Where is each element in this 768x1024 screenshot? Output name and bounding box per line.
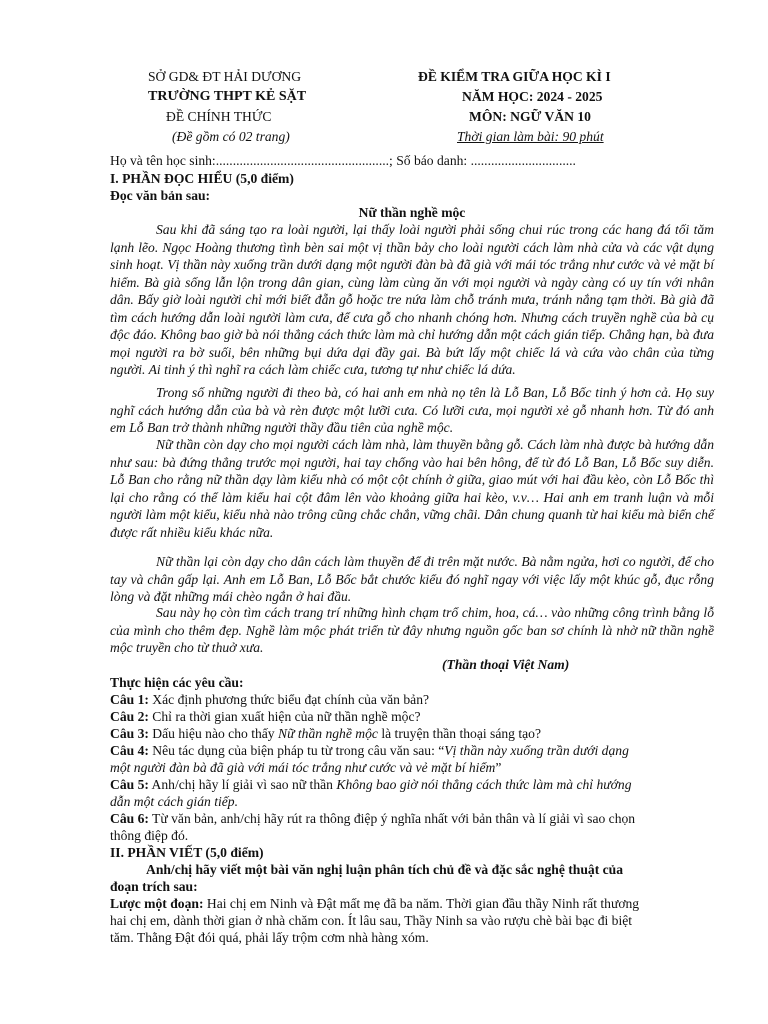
question-3 xyxy=(110,725,541,742)
question-2 xyxy=(110,708,421,725)
time-limit: Thời gian làm bài: 90 phút xyxy=(457,129,604,144)
question-5 xyxy=(110,776,632,793)
paragraph-4-text: Nữ thần lại còn dạy cho dân cách làm thuyền để đi trên mặt nước. Bà nằm ngửa, hơi co người, để cho tay và chân gấp lại. Anh em Lỗ Ban, Lỗ Bốc bắt chước kiểu đó nghĩ ngay với việc lấy một khúc gỗ, đục rỗng lòng và đặt những mái chèo ngắn ở hai đầu. xyxy=(110,554,714,605)
question-1 xyxy=(110,691,429,708)
question-6-label: Câu 6: xyxy=(110,811,149,826)
text-paragraph-5 xyxy=(110,604,714,657)
school-year: NĂM HỌC: 2024 - 2025 xyxy=(462,89,603,104)
question-5-quote-1: Không bao giờ nói thẳng cách thức làm mà chỉ hướng xyxy=(336,777,632,792)
text-source: (Thần thoại Việt Nam) xyxy=(442,657,570,672)
paragraph-2-text: Trong số những người đi theo bà, có hai anh em nhà nọ tên là Lỗ Ban, Lỗ Bốc tinh ý hơn cả. Họ suy nghĩ cách hướng dẫn của bà và rèn được một lưỡi cưa. Có lưỡi cưa, mọi người xẻ gỗ nhanh hơn. Từ đó anh em Lỗ Ban trở thành những người thầy đầu tiên của nghề mộc. xyxy=(110,385,714,436)
part2-heading: II. PHẦN VIẾT (5,0 điểm) xyxy=(110,845,264,860)
question-4-quote-2: một người đàn bà đã già với mái tóc trắng như cước và vẻ mặt bí hiểm xyxy=(110,760,496,775)
question-4-label: Câu 4: xyxy=(110,743,149,758)
question-4-text-b: ” xyxy=(495,760,502,775)
exam-title: ĐỀ KIỂM TRA GIỮA HỌC KÌ I xyxy=(418,69,611,84)
text-paragraph-4 xyxy=(110,553,714,606)
question-6 xyxy=(110,810,635,827)
text-paragraph-1 xyxy=(110,221,714,379)
summary-label: Lược một đoạn: xyxy=(110,896,204,911)
paragraph-1-text: Sau khi đã sáng tạo ra loài người, lại thấy loài người phải sống chui rúc trong các hang đá tối tăm lạnh lẽo. Ngọc Hoàng thương tình bèn sai một vị thần bảy cho loài người cách làm nhà cửa và các vật dụng sinh hoạt. Vị thần này xuống trần dưới dạng một người đàn bà đã già với mái tóc trắng như cước và vẻ mặt bí hiểm. Bà già sống lẫn lộn trong dân gian, cùng làm cùng ăn với mọi người và ngày càng có uy tín với nhân dân. Bấy giờ loài người chỉ mới biết đẵn gỗ hoặc tre nứa làm chỗ tránh mưa, tránh nắng tạm thời. Bà già đã tìm cách hướng dẫn loài người làm cưa, để cưa gỗ cho nhanh chóng hơn. Nhưng cách truyền nghề của bà cụ độc đáo. Không bao giờ bà nói thẳng cách thức làm mà chỉ hướng dẫn một cách gián tiếp. Chẳng hạn, bà đưa mọi người ra bờ suối, bên những bụi dứa dại đầy gai. Bà bứt lấy một chiếc lá và cứa vào chân của từng người. Ai tinh ý thì nghĩ ra cách làm chiếc cưa, tương tự như chiếc lá dứa. xyxy=(110,222,714,378)
question-5-text-a: Anh/chị hãy lí giải vì sao nữ thần xyxy=(148,777,337,792)
tasks-heading: Thực hiện các yêu cầu: xyxy=(110,675,244,690)
question-2-text: Chỉ ra thời gian xuất hiện của nữ thần nghề mộc? xyxy=(148,709,421,724)
paragraph-5-text: Sau này họ còn tìm cách trang trí những hình chạm trổ chim, hoa, cá… vào những công trình bằng lỗ của mình cho thêm đẹp. Nghề làm mộc phát triển từ đây nhưng nguồn gốc ban sơ chính là nhờ nữ thần nghề mộc truyền cho từ thuở xưa. xyxy=(110,605,714,656)
official-label: ĐỀ CHÍNH THỨC xyxy=(166,109,272,124)
question-5-label: Câu 5: xyxy=(110,777,149,792)
part1-heading: I. PHẦN ĐỌC HIỂU (5,0 điểm) xyxy=(110,171,294,186)
part2-prompt-2: đoạn trích sau: xyxy=(110,879,198,894)
summary-line-1 xyxy=(110,895,639,912)
question-6-text-a: Từ văn bản, anh/chị hãy rút ra thông điệp ý nghĩa nhất với bản thân và lí giải vì sao chọn xyxy=(148,811,636,826)
question-1-text: Xác định phương thức biểu đạt chính của văn bản? xyxy=(148,692,430,707)
question-2-label: Câu 2: xyxy=(110,709,149,724)
page-count-note: (Đề gồm có 02 trang) xyxy=(172,129,290,144)
question-4-cont xyxy=(110,759,501,776)
question-3-text-title: Nữ thần nghề mộc xyxy=(278,726,378,741)
question-3-text-b: là truyện thần thoại sáng tạo? xyxy=(377,726,542,741)
department-name: SỞ GD& ĐT HẢI DƯƠNG xyxy=(148,69,302,84)
subject: MÔN: NGỮ VĂN 10 xyxy=(469,109,591,124)
summary-text-1: Hai chị em Ninh và Đật mất mẹ đã ba năm. Thời gian đầu thầy Ninh rất thương xyxy=(203,896,640,911)
summary-line-3: tăm. Thằng Đật đói quá, phải lấy trộm cơm nhà hàng xóm. xyxy=(110,930,429,945)
part2-prompt-1: Anh/chị hãy viết một bài văn nghị luận phân tích chủ đề và đặc sắc nghệ thuật của xyxy=(146,862,624,877)
question-4-text-a: Nêu tác dụng của biện pháp tu từ trong câu văn sau: “ xyxy=(148,743,445,758)
reading-instruction: Đọc văn bản sau: xyxy=(110,188,211,203)
question-4-quote-1: Vị thần này xuống trần dưới dạng xyxy=(444,743,629,758)
question-4 xyxy=(110,742,629,759)
text-paragraph-2 xyxy=(110,384,714,437)
paragraph-3-text: Nữ thần còn dạy cho mọi người cách làm nhà, làm thuyền bằng gỗ. Cách làm nhà được bà hướng dẫn như sau: bà đứng thẳng trước mọi người, hai tay chống vào hai bên hông, để từ đó Lỗ Ban, Lỗ Bốc suy diễn. Lỗ Ban cho rằng nữ thần dạy làm kiểu nhà có một cột chính ở giữa, giao mút với hai đầu kèo, còn Lỗ Bốc thì lại cho rằng có thể làm kiểu hai cột đâm lên vào khoảng giữa hai kèo, v.v… Hai anh em tranh luận và mỗi người làm một kiểu, kiểu nhà nào trông cũng chắc chắn, vững chãi. Dân chung quanh từ hai kiểu mà biến chế được rất nhiều kiểu khác nữa. xyxy=(110,437,714,540)
school-name: TRƯỜNG THPT KẺ SẶT xyxy=(148,89,307,104)
text-title: Nữ thần nghề mộc xyxy=(358,205,466,220)
text-paragraph-3 xyxy=(110,436,714,541)
question-6-cont: thông điệp đó. xyxy=(110,828,189,843)
question-3-label: Câu 3: xyxy=(110,726,149,741)
question-3-text-a: Dấu hiệu nào cho thấy xyxy=(148,726,279,741)
student-info-line: Họ và tên học sinh:...................................................; Số báo danh: ............................... xyxy=(110,153,576,168)
question-5-cont: dẫn một cách gián tiếp. xyxy=(110,794,238,809)
summary-line-2: hai chị em, dành thời gian ở nhà chăm con. Ít lâu sau, Thầy Ninh sa vào rượu chè bài bạc đi biệt xyxy=(110,913,633,928)
question-1-label: Câu 1: xyxy=(110,692,149,707)
